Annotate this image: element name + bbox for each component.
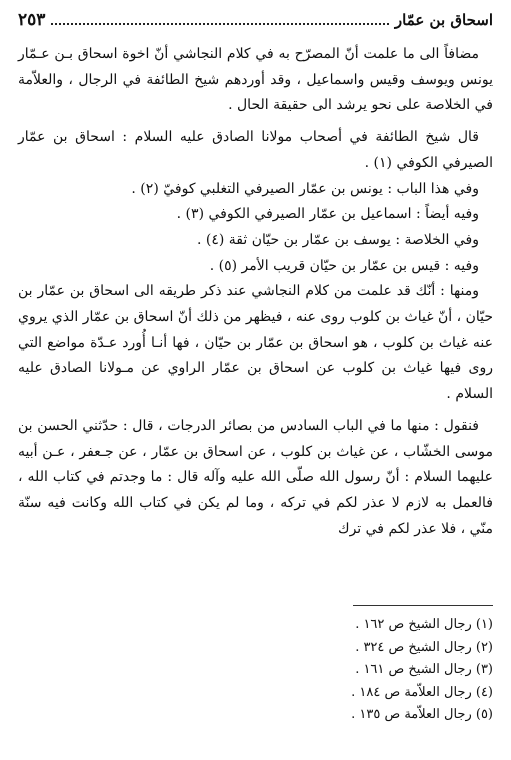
body-text [18,42,493,542]
dotted-leader [51,13,388,25]
footnote: (١) رجال الشيخ ص ١٦٢ . [355,617,493,632]
footnote-separator [353,605,493,606]
footnotes-list [18,614,493,727]
paragraph: مضافاً الى ما علمت أنّ المصرّح به في كلام النجاشي أنّ اخوة اسحاق بـن عـمّار يونس ويوسف وقيس واسماعيل ، وقد أوردهم شيخ الطائفة في الرجال ، والعلاّمة في الخلاصة على نحو يرشد الى حقيقة الحال . [18,46,493,114]
page-header [18,10,493,36]
book-page [18,0,493,760]
citation-line: وفي الخلاصة : يوسف بن عمّار بن حيّان ثقة (٤) . [196,231,479,248]
footnote: (٢) رجال الشيخ ص ٣٢٤ . [355,639,493,655]
footnote: (٥) رجال العلاّمة ص ١٣٥ . [351,707,493,722]
citation-line: وفي هذا الباب : يونس بن عمّار الصيرفي التغلبي كوفيّ (٢) . [131,180,479,197]
paragraph: فنقول : منها ما في الباب السادس من بصائر الدرجات ، قال : حدّثني الحسن بن موسى الخشّاب ، عن غياث بن كلوب ، عن اسحاق بن عمّار ، عن جـعفر ، عـن أبيه عليهما السلام : أنّ رسول الله صلّى الله عليه وآله قال : ما وجدتم في كتاب الله ، فالعمل به لازم لا عذر لكم في تركه ، وما لم يكن في كتاب الله وكانت فيه سنّة منّي ، فلا عذر لكم في ترك [18,417,493,537]
paragraph: ومنها : أنّك قد علمت من كلام النجاشي عند ذكر طريقه الى اسحاق بن عمّار بن حيّان ، أنّ غياث بن كلوب روى عنه ، فيظهر من ذلك أنّ اسحاق بن عمّار الذي يروي عنه غياث بن كلوب ، هو اسحاق بن عمّار بن حيّان ، فها أنـا أُورد عـدّة مواضع التي روى فيها غياث بن كلوب عن اسحاق بن عمّار الراوي عن مـولانا الصادق عليه السلام . [18,283,493,403]
footnote: (٣) رجال الشيخ ص ١٦١ . [355,662,493,677]
page-number: ٢٥٣ [18,10,46,30]
citation-line: وفيه : قيس بن عمّار بن حيّان قريب الأمر (٥) . [209,257,479,274]
footnote: (٤) رجال العلاّمة ص ١٨٤ . [351,684,493,700]
paragraph: قال شيخ الطائفة في أصحاب مولانا الصادق عليه السلام : اسحاق بن عمّار الصيرفي الكوفي (١) . [18,129,493,171]
citation-line: وفيه أيضاً : اسماعيل بن عمّار الصيرفي الكوفي (٣) . [176,206,479,223]
running-title: اسحاق بن عمّار [394,11,493,29]
